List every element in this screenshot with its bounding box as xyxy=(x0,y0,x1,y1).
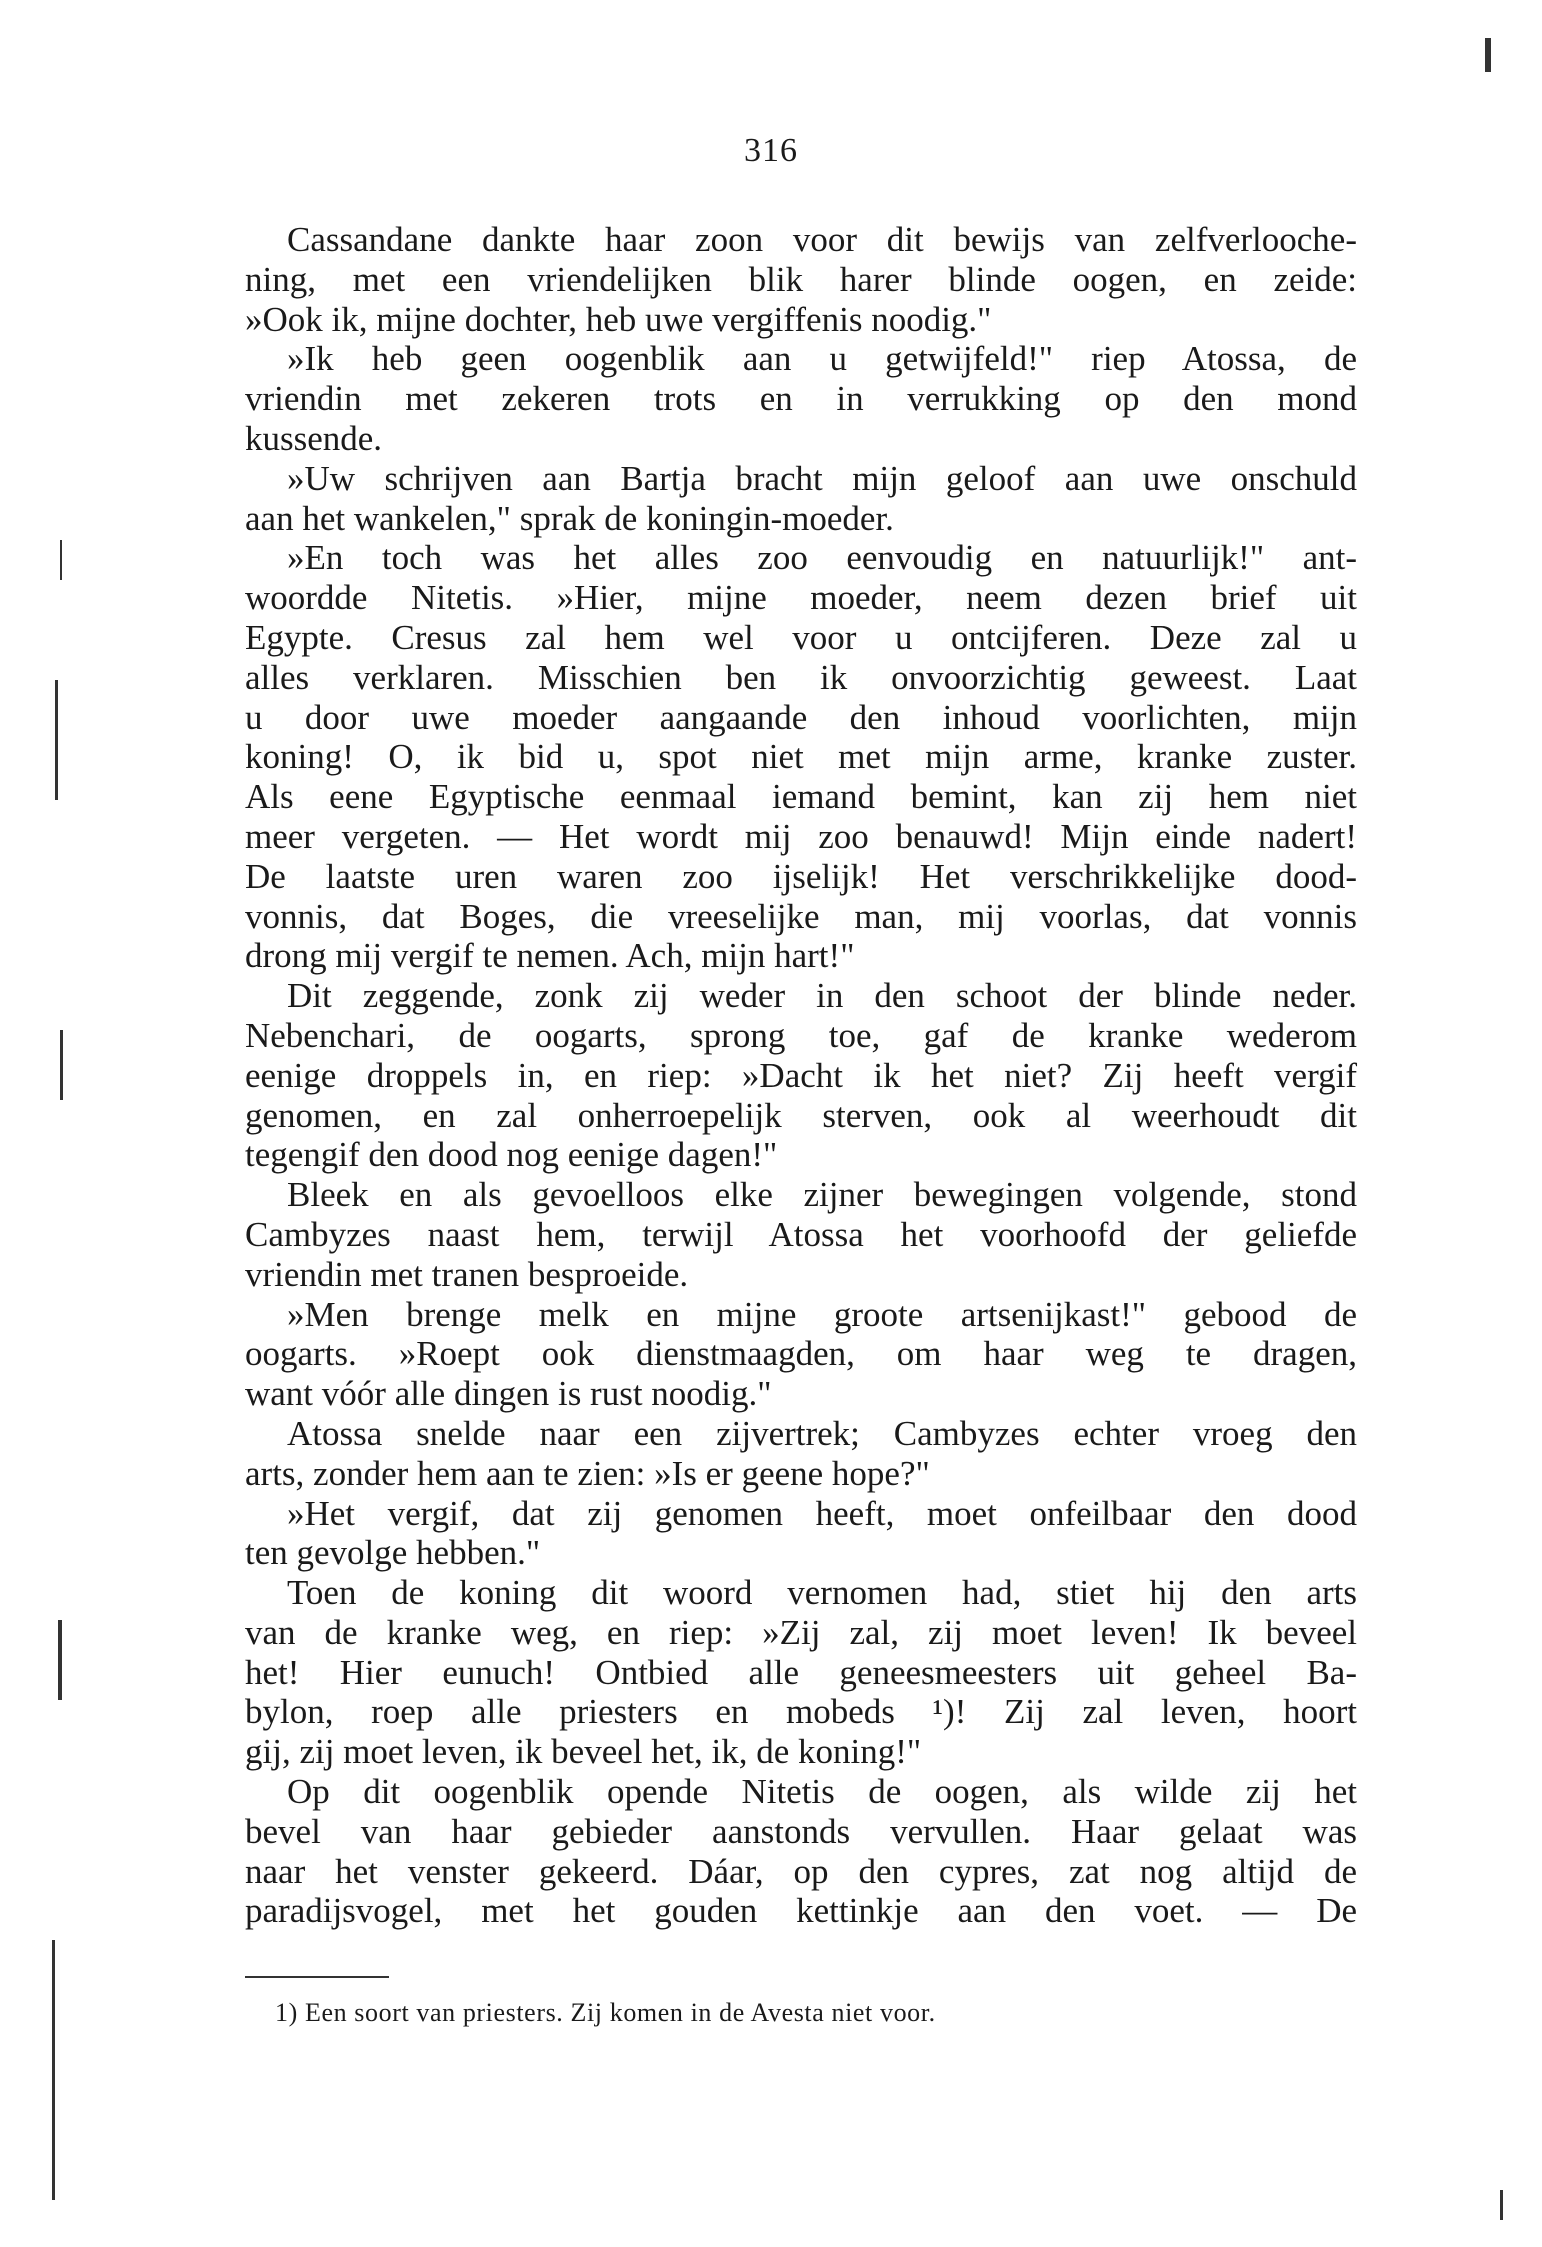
text-line: paradijsvogel, met het gouden kettinkje aan den voet. — De xyxy=(245,1891,1357,1931)
scan-mark-bottom-right xyxy=(1500,2190,1503,2220)
text-line: vriendin met tranen besproeide. xyxy=(245,1254,689,1294)
text-line: »Uw schrijven aan Bartja bracht mijn geloof aan uwe onschuld xyxy=(287,458,1357,498)
text-line: Dit zeggende, zonk zij weder in den schoot der blinde neder. xyxy=(287,976,1357,1016)
text-line: ning, met een vriendelijken blik harer blinde oogen, en zeide: xyxy=(245,259,1357,299)
body-text xyxy=(245,220,1357,1931)
text-line: Toen de koning dit woord vernomen had, stiet hij den arts xyxy=(287,1573,1357,1613)
text-line: vonnis, dat Boges, die vreeselijke man, mij voorlas, dat vonnis xyxy=(245,896,1357,936)
text-line: kussende. xyxy=(245,418,383,458)
text-line: woordde Nitetis. »Hier, mijne moeder, neem dezen brief uit xyxy=(245,578,1357,618)
text-line: bevel van haar gebieder aanstonds vervullen. Haar gelaat was xyxy=(245,1811,1357,1851)
text-line: Cambyzes naast hem, terwijl Atossa het voorhoofd der geliefde xyxy=(245,1214,1357,1254)
text-line: het! Hier eunuch! Ontbied alle geneesmeesters uit geheel Ba- xyxy=(245,1652,1357,1692)
text-line: eenige droppels in, en riep: »Dacht ik het niet? Zij heeft vergif xyxy=(245,1055,1357,1095)
text-line: Nebenchari, de oogarts, sprong toe, gaf de kranke wederom xyxy=(245,1015,1357,1055)
scan-mark-left-5 xyxy=(52,1940,55,2200)
text-line: naar het venster gekeerd. Dáar, op den cypres, zat nog altijd de xyxy=(245,1851,1357,1891)
text-line: want vóór alle dingen is rust noodig." xyxy=(245,1374,772,1414)
text-line: koning! O, ik bid u, spot niet met mijn arme, kranke zuster. xyxy=(245,737,1357,777)
text-line: aan het wankelen," sprak de koningin-moeder. xyxy=(245,498,894,538)
text-line: gij, zij moet leven, ik beveel het, ik, de koning!" xyxy=(245,1732,922,1772)
scan-mark-left-2 xyxy=(55,680,58,800)
text-line: meer vergeten. — Het wordt mij zoo benauwd! Mijn einde nadert! xyxy=(245,816,1357,856)
scan-mark-left-1 xyxy=(60,540,62,580)
text-line: van de kranke weg, en riep: »Zij zal, zij moet leven! Ik beveel xyxy=(245,1612,1357,1652)
text-line: tegengif den dood nog eenige dagen!" xyxy=(245,1135,778,1175)
text-line: genomen, en zal onherroepelijk sterven, ook al weerhoudt dit xyxy=(245,1095,1357,1135)
page-number: 316 xyxy=(744,132,798,169)
text-line: »Ik heb geen oogenblik aan u getwijfeld!" riep Atossa, de xyxy=(287,339,1357,379)
text-line: »En toch was het alles zoo eenvoudig en natuurlijk!" ant- xyxy=(287,538,1357,578)
text-line: Cassandane dankte haar zoon voor dit bewijs van zelfverlooche- xyxy=(287,220,1357,259)
text-line: Egypte. Cresus zal hem wel voor u ontcijferen. Deze zal u xyxy=(245,617,1357,657)
text-line: De laatste uren waren zoo ijselijk! Het verschrikkelijke dood- xyxy=(245,856,1357,896)
text-line: Bleek en als gevoelloos elke zijner bewegingen volgende, stond xyxy=(287,1175,1357,1215)
text-line: Op dit oogenblik opende Nitetis de oogen, als wilde zij het xyxy=(287,1772,1357,1812)
scan-mark-top-right xyxy=(1485,38,1491,72)
text-line: »Het vergif, dat zij genomen heeft, moet onfeilbaar den dood xyxy=(287,1493,1357,1533)
text-line: ten gevolge hebben." xyxy=(245,1533,541,1573)
text-line: u door uwe moeder aangaande den inhoud voorlichten, mijn xyxy=(245,697,1357,737)
text-line: oogarts. »Roept ook dienstmaagden, om haar weg te dragen, xyxy=(245,1334,1357,1374)
footnote: 1) Een soort van priesters. Zij komen in de Avesta niet voor. xyxy=(275,1998,936,2027)
scan-mark-left-3 xyxy=(60,1030,63,1100)
text-line: Atossa snelde naar een zijvertrek; Cambyzes echter vroeg den xyxy=(287,1413,1357,1453)
text-line: vriendin met zekeren trots en in verrukking op den mond xyxy=(245,379,1357,419)
text-line: arts, zonder hem aan te zien: »Is er geene hope?" xyxy=(245,1453,930,1493)
scan-mark-left-4 xyxy=(58,1620,62,1700)
text-line: bylon, roep alle priesters en mobeds ¹)! Zij zal leven, hoort xyxy=(245,1692,1357,1732)
text-line: drong mij vergif te nemen. Ach, mijn hart!" xyxy=(245,936,855,976)
footnote-divider xyxy=(245,1976,389,1978)
text-line: Als eene Egyptische eenmaal iemand bemint, kan zij hem niet xyxy=(245,777,1357,817)
text-line: »Men brenge melk en mijne groote artsenijkast!" gebood de xyxy=(287,1294,1357,1334)
text-line: alles verklaren. Misschien ben ik onvoorzichtig geweest. Laat xyxy=(245,657,1357,697)
text-line: »Ook ik, mijne dochter, heb uwe vergiffenis noodig." xyxy=(245,299,992,339)
